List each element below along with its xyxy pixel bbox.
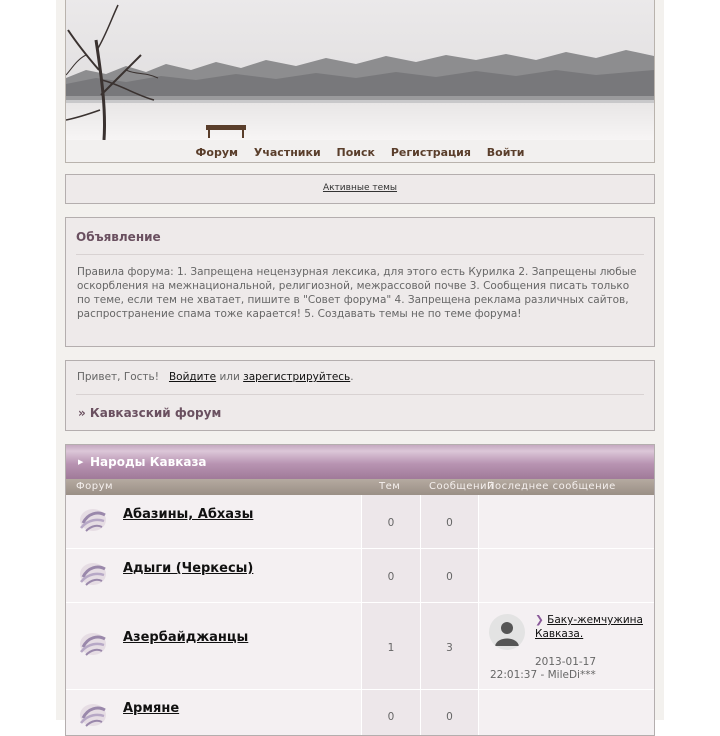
divider <box>76 254 644 255</box>
col-topics: Тем <box>379 481 401 492</box>
last-post-date: 2013-01-17 <box>535 656 597 668</box>
posts-count-cell <box>421 549 479 602</box>
posts-count-cell <box>421 690 479 736</box>
category-title[interactable]: Народы Кавказа <box>90 455 207 469</box>
topics-count: 0 <box>387 711 395 723</box>
forum-swirl-icon <box>78 561 108 587</box>
main-nav <box>66 146 654 159</box>
forum-cell <box>66 549 362 602</box>
announcement-box <box>65 217 655 347</box>
forum-cell <box>66 495 362 548</box>
forum-cell <box>66 603 362 689</box>
nav-register[interactable]: Регистрация <box>390 146 471 159</box>
topics-count: 1 <box>387 642 395 654</box>
forum-cell <box>66 690 362 736</box>
breadcrumb[interactable]: » Кавказский форум <box>78 406 222 420</box>
topics-count: 0 <box>387 517 395 529</box>
last-post-cell <box>479 690 654 736</box>
col-last-post: Последнее сообщение <box>487 481 616 492</box>
last-post-link[interactable]: Баку-жемчужина Кавказа. <box>535 614 643 640</box>
category-header <box>66 445 654 479</box>
topics-count-cell <box>362 549 421 602</box>
nav-members[interactable]: Участники <box>253 146 321 159</box>
posts-count: 0 <box>446 711 453 723</box>
topics-count-cell <box>362 690 421 736</box>
topics-count-cell <box>362 603 421 689</box>
nav-forum[interactable]: Форум <box>195 146 238 159</box>
nav-login[interactable]: Войти <box>486 146 525 159</box>
nav-search[interactable]: Поиск <box>336 146 375 159</box>
topics-count: 0 <box>387 571 395 583</box>
posts-count-cell <box>421 495 479 548</box>
active-topics-box <box>65 174 655 204</box>
announcement-title: Объявление <box>76 230 161 244</box>
announcement-text: Правила форума: 1. Запрещена нецензурная лексика, для этого есть Курилка 2. Запрещены любые оскорбления на межнациональной, религиозной, межрассовой почве 3. Сообщения писать только по теме, если тем не хватает, пишите в "Совет форума" 4. Запрещена реклама различных сайтов, распространение спама тоже карается! 5. Создавать темы не по теме форума! <box>77 266 637 320</box>
forum-link[interactable]: Адыги (Черкесы) <box>123 561 254 576</box>
forum-swirl-icon <box>78 631 108 657</box>
last-post-cell <box>479 603 654 689</box>
login-link[interactable]: Войдите <box>168 371 217 383</box>
posts-count: 3 <box>446 642 453 654</box>
forum-row <box>66 549 654 603</box>
last-post-time-author: 22:01:37 - MileDi*** <box>490 669 596 681</box>
user-avatar-icon[interactable] <box>489 614 525 650</box>
forum-link[interactable]: Азербайджанцы <box>123 630 249 645</box>
forum-row <box>66 690 654 736</box>
col-forum: Форум <box>76 481 114 492</box>
category-arrow-icon: ▶ <box>78 458 84 466</box>
forum-swirl-icon <box>78 507 108 533</box>
posts-count: 0 <box>446 571 453 583</box>
greeting-period: . <box>350 371 354 383</box>
last-post-cell <box>479 549 654 602</box>
greeting-text: Привет, Гость! <box>77 371 159 383</box>
posts-count-cell <box>421 603 479 689</box>
forum-row <box>66 603 654 690</box>
category-table <box>65 444 655 736</box>
register-link[interactable]: зарегистрируйтесь <box>243 371 351 383</box>
forum-link[interactable]: Армяне <box>123 701 180 716</box>
guest-greeting <box>77 371 354 383</box>
chevron-right-icon: ❯ <box>535 614 544 626</box>
posts-count: 0 <box>446 517 453 529</box>
forum-link[interactable]: Абазины, Абхазы <box>123 507 254 522</box>
forum-swirl-icon <box>78 702 108 728</box>
winter-landscape-banner <box>66 0 654 140</box>
last-post-cell <box>479 495 654 548</box>
greeting-box <box>65 360 655 431</box>
col-posts: Сообщений <box>429 481 494 492</box>
greeting-or: или <box>219 371 240 383</box>
divider <box>76 394 644 395</box>
active-topics-link[interactable]: Активные темы <box>322 183 398 193</box>
last-post-link-wrap <box>535 613 645 641</box>
forum-row <box>66 495 654 549</box>
topics-count-cell <box>362 495 421 548</box>
forum-header <box>65 0 655 163</box>
column-headers <box>66 479 654 495</box>
